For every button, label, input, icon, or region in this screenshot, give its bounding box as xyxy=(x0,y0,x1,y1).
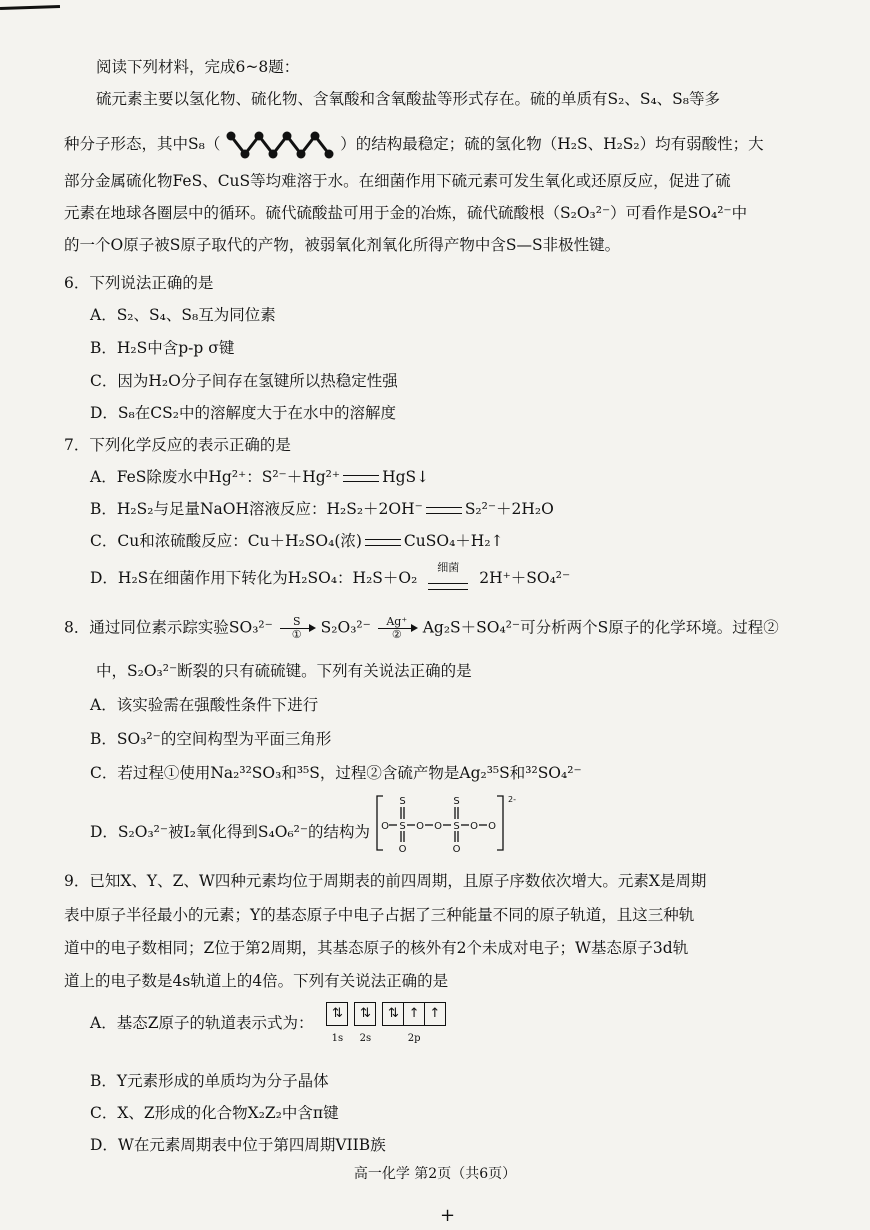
q9-option-c[interactable]: C．X、Z形成的化合物X₂Z₂中含π键 xyxy=(90,1104,339,1122)
updown-arrows-icon: ⇅ xyxy=(354,1002,376,1026)
q9-line-1: 9．已知X、Y、Z、W四种元素均位于周期表的前四周期，且原子序数依次增大。元素X是周期 xyxy=(64,872,707,890)
q7-d-condition: 细菌 xyxy=(437,561,460,574)
q7-stem: 7．下列化学反应的表示正确的是 xyxy=(64,436,291,454)
q9-option-d[interactable]: D．W在元素周期表中位于第四周期VIIB族 xyxy=(90,1136,386,1154)
updown-arrows-icon: ⇅ xyxy=(326,1002,348,1026)
q7-a-reactants: A．FeS除废水中Hg²⁺：S²⁻＋Hg²⁺ xyxy=(90,468,341,486)
arrow2-step: ② xyxy=(391,628,402,641)
orbital-label-2p: 2p xyxy=(407,1033,421,1044)
page-footer: 高一化学 第2页（共6页） xyxy=(353,1166,517,1182)
material-line-2 xyxy=(64,128,764,162)
q8-option-a[interactable]: A．该实验需在强酸性条件下进行 xyxy=(90,696,319,714)
q9-a-text: A．基态Z原子的轨道表示式为： xyxy=(90,1014,314,1032)
svg-text:O: O xyxy=(452,844,461,855)
material-line-2a: 种分子形态，其中S₈（ xyxy=(64,135,221,153)
q8-d-text: D．S₂O₃²⁻被I₂氧化得到S₄O₆²⁻的结构为 xyxy=(90,823,371,841)
q9-line-2: 表中原子半径最小的元素；Y的基态原子中电子占据了三种能量不同的原子轨道，且这三种轨 xyxy=(64,906,695,924)
up-arrow-icon: ↑ xyxy=(403,1002,425,1026)
q9-line-4: 道上的电子数是4s轨道上的4倍。下列有关说法正确的是 xyxy=(64,972,449,990)
q8-option-b[interactable]: B．SO₃²⁻的空间构型为平面三角形 xyxy=(90,730,332,748)
s8-crown-structure-icon xyxy=(225,128,335,162)
q8-stem-line-1 xyxy=(64,616,779,641)
equals-sign-icon xyxy=(365,539,401,546)
right-arrow-icon xyxy=(378,628,416,629)
svg-text:O: O xyxy=(470,821,478,832)
equals-sign-icon xyxy=(426,507,462,514)
q6-option-b[interactable]: B．H₂S中含p-p σ键 xyxy=(90,339,235,357)
reaction-arrow-1 xyxy=(280,616,314,641)
registration-mark: + xyxy=(440,1205,456,1226)
q7-d-reactants: D．H₂S在细菌作用下转化为H₂SO₄：H₂S＋O₂ xyxy=(90,569,418,587)
reaction-arrow-2 xyxy=(378,616,416,641)
orbital-label-2s: 2s xyxy=(359,1033,372,1044)
q8-stem-line-2: 中，S₂O₃²⁻断裂的只有硫硫键。下列有关说法正确的是 xyxy=(96,662,472,680)
svg-text:O: O xyxy=(381,821,389,832)
updown-arrows-icon: ⇅ xyxy=(382,1002,404,1026)
q7-c-reactants: C．Cu和浓硫酸反应：Cu＋H₂SO₄(浓) xyxy=(90,532,362,550)
q6-stem: 6．下列说法正确的是 xyxy=(64,274,214,292)
q8-stem-c: Ag₂S＋SO₄²⁻可分析两个S原子的化学环境。过程② xyxy=(422,618,779,637)
equals-sign-icon xyxy=(343,475,379,482)
q7-c-products: CuSO₄＋H₂↑ xyxy=(403,532,504,550)
svg-text:S: S xyxy=(399,796,406,807)
q7-option-b[interactable] xyxy=(90,498,554,520)
q7-b-products: S₂²⁻＋2H₂O xyxy=(464,500,554,518)
intro-text: 阅读下列材料，完成6~8题： xyxy=(96,58,300,76)
q8-stem-b: S₂O₃²⁻ xyxy=(320,618,371,637)
condition-equals xyxy=(426,562,470,596)
q6-option-c[interactable]: C．因为H₂O分子间存在氢键所以热稳定性强 xyxy=(90,372,398,390)
q7-b-reactants: B．H₂S₂与足量NaOH溶液反应：H₂S₂＋2OH⁻ xyxy=(90,500,423,518)
q7-a-products: HgS↓ xyxy=(382,468,430,486)
orbital-diagram xyxy=(326,1002,445,1050)
svg-text:S: S xyxy=(399,821,406,832)
q9-option-a[interactable] xyxy=(90,1006,446,1050)
struct-charge: 2- xyxy=(508,795,516,804)
arrow1-reagent: S xyxy=(292,615,301,628)
arrow1-step: ① xyxy=(291,628,302,641)
orbital-label-1s: 1s xyxy=(331,1033,344,1044)
q9-option-b[interactable]: B．Y元素形成的单质均为分子晶体 xyxy=(90,1072,329,1090)
q6-option-d[interactable]: D．S₈在CS₂中的溶解度大于在水中的溶解度 xyxy=(90,404,396,422)
q7-option-c[interactable] xyxy=(90,530,504,552)
svg-text:O: O xyxy=(398,844,407,855)
orbital-2p xyxy=(382,1002,445,1050)
material-line-2b: ）的结构最稳定；硫的氢化物（H₂S、H₂S₂）均有弱酸性；大 xyxy=(340,135,764,153)
equals-sign-icon xyxy=(428,583,468,590)
scan-edge-mark xyxy=(0,5,60,10)
svg-text:S: S xyxy=(453,821,460,832)
q8-option-c[interactable]: C．若过程①使用Na₂³²SO₃和³⁵S，过程②含硫产物是Ag₂³⁵S和³²SO₄²⁻ xyxy=(90,764,582,782)
q7-option-d[interactable] xyxy=(90,562,570,596)
q6-option-a[interactable]: A．S₂、S₄、S₈互为同位素 xyxy=(90,306,276,324)
q7-d-products: 2H⁺＋SO₄²⁻ xyxy=(479,569,571,587)
svg-text:O: O xyxy=(488,821,496,832)
right-arrow-icon xyxy=(280,628,314,629)
material-line-1: 硫元素主要以氢化物、硫化物、含氧酸和含氧酸盐等形式存在。硫的单质有S₂、S₄、S₈等多 xyxy=(96,90,720,108)
q8-stem-a: 8．通过同位素示踪实验SO₃²⁻ xyxy=(64,618,273,637)
q7-option-a[interactable] xyxy=(90,466,429,488)
orbital-1s xyxy=(326,1002,348,1050)
s4o6-structure-diagram xyxy=(375,792,515,854)
svg-text:S: S xyxy=(453,796,460,807)
q9-line-3: 道中的电子数相同；Z位于第2周期，其基态原子的核外有2个未成对电子；W基态原子3d轨 xyxy=(64,939,689,957)
arrow2-reagent: Ag⁺ xyxy=(386,615,408,628)
svg-text:O: O xyxy=(416,821,424,832)
svg-text:O: O xyxy=(434,821,442,832)
material-line-4: 元素在地球各圈层中的循环。硫代硫酸盐可用于金的冶炼，硫代硫酸根（S₂O₃²⁻）可看作是SO₄²⁻中 xyxy=(64,204,748,222)
material-line-5: 的一个O原子被S原子取代的产物，被弱氧化剂氧化所得产物中含S—S非极性键。 xyxy=(64,236,621,254)
material-line-3: 部分金属硫化物FeS、CuS等均难溶于水。在细菌作用下硫元素可发生氧化或还原反应，促进了硫 xyxy=(64,172,731,190)
orbital-2s xyxy=(354,1002,376,1050)
q8-option-d[interactable] xyxy=(90,795,516,855)
up-arrow-icon: ↑ xyxy=(424,1002,446,1026)
